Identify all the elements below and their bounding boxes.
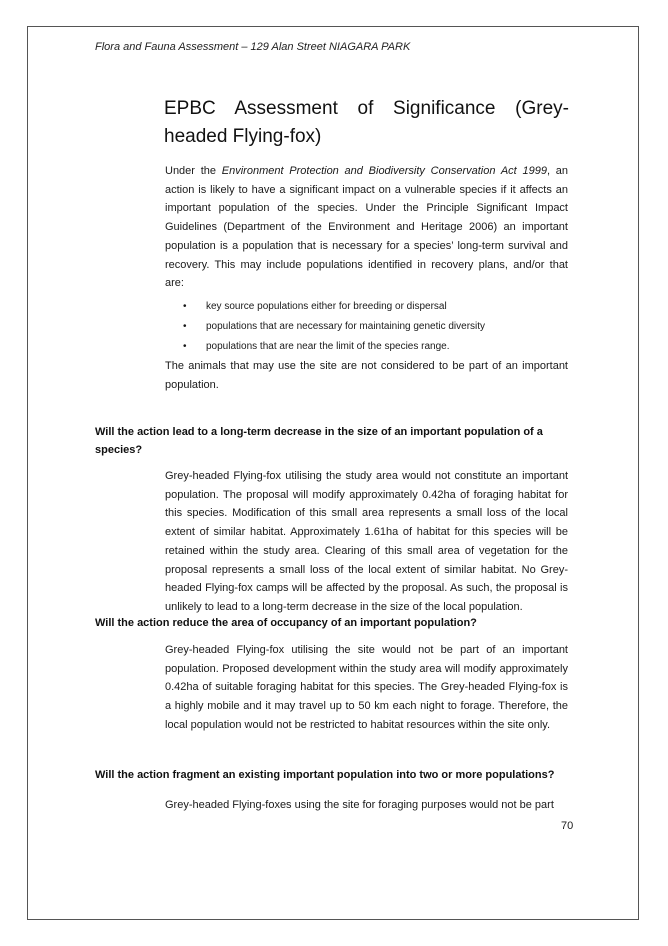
conclusion-text: The animals that may use the site are not considered to be part of an important population. — [165, 360, 568, 391]
bullet-text: populations that are near the limit of the species range. — [206, 341, 450, 352]
list-item — [165, 337, 568, 357]
answer-paragraph-1 — [165, 467, 568, 617]
bullet-text: populations that are necessary for maintaining genetic diversity — [206, 321, 486, 332]
intro-suffix: , an action is likely to have a significant impact on a vulnerable species if it affects an important population of the species. Under the Principle Significant Impact Guidelines (Department of the Environment and Heritage 2006) an important population is a population that is necessary for a species’ long-term survival and recovery. This may include populations identified in recovery plans, and/or that are: — [165, 165, 568, 290]
answer-text: Grey-headed Flying-fox utilising the study area would not constitute an important population. The proposal will modify approximately 0.42ha of foraging habitat for this species. Modification of this small area represents a small loss of the local extent of similar habitat. Approximately 1.61ha of habitat for this species will be retained within the study area. Clearing of this small area of vegetation for the proposal represents a small loss of the local extent of similar habitat. No Grey-headed Flying-fox camps will be affected by the proposal. As such, the proposal is unlikely to lead to a long-term decrease in the size of the local population. — [165, 470, 568, 613]
act-name: Environment Protection and Biodiversity Conservation Act 1999 — [221, 165, 547, 177]
page-number: 70 — [561, 820, 574, 832]
question-heading-2: Will the action reduce the area of occupancy of an important population? — [95, 617, 477, 629]
running-header: Flora and Fauna Assessment – 129 Alan Street NIAGARA PARK — [95, 41, 411, 53]
list-item — [165, 297, 568, 317]
bullet-list — [165, 297, 568, 357]
answer-text: Grey-headed Flying-foxes using the site for foraging purposes would not be part — [165, 799, 554, 811]
answer-paragraph-2 — [165, 641, 568, 735]
question-heading-3: Will the action fragment an existing important population into two or more populations? — [95, 769, 555, 781]
answer-text: Grey-headed Flying-fox utilising the site would not be part of an important population. Proposed development within the study area will modify approximately 0.42ha of suitable foraging habitat for this species. The Grey-headed Flying-fox is a highly mobile and it may travel up to 50 km each night to forage. Therefore, the local population would not be restricted to habitat resources within the site only. — [165, 644, 568, 731]
conclusion-paragraph — [165, 357, 568, 394]
bullet-icon: • — [183, 341, 187, 352]
answer-paragraph-3 — [165, 796, 568, 815]
question-heading-1: Will the action lead to a long-term decrease in the size of an important population of a species? — [95, 426, 543, 456]
intro-paragraph — [165, 162, 568, 293]
bullet-icon: • — [183, 321, 187, 332]
section-title: EPBC Assessment of Significance (Grey- headed Flying-fox) — [164, 98, 569, 147]
intro-prefix: Under the — [165, 165, 222, 177]
bullet-icon: • — [183, 301, 187, 312]
list-item — [165, 317, 568, 337]
bullet-text: key source populations either for breeding or dispersal — [206, 301, 447, 312]
